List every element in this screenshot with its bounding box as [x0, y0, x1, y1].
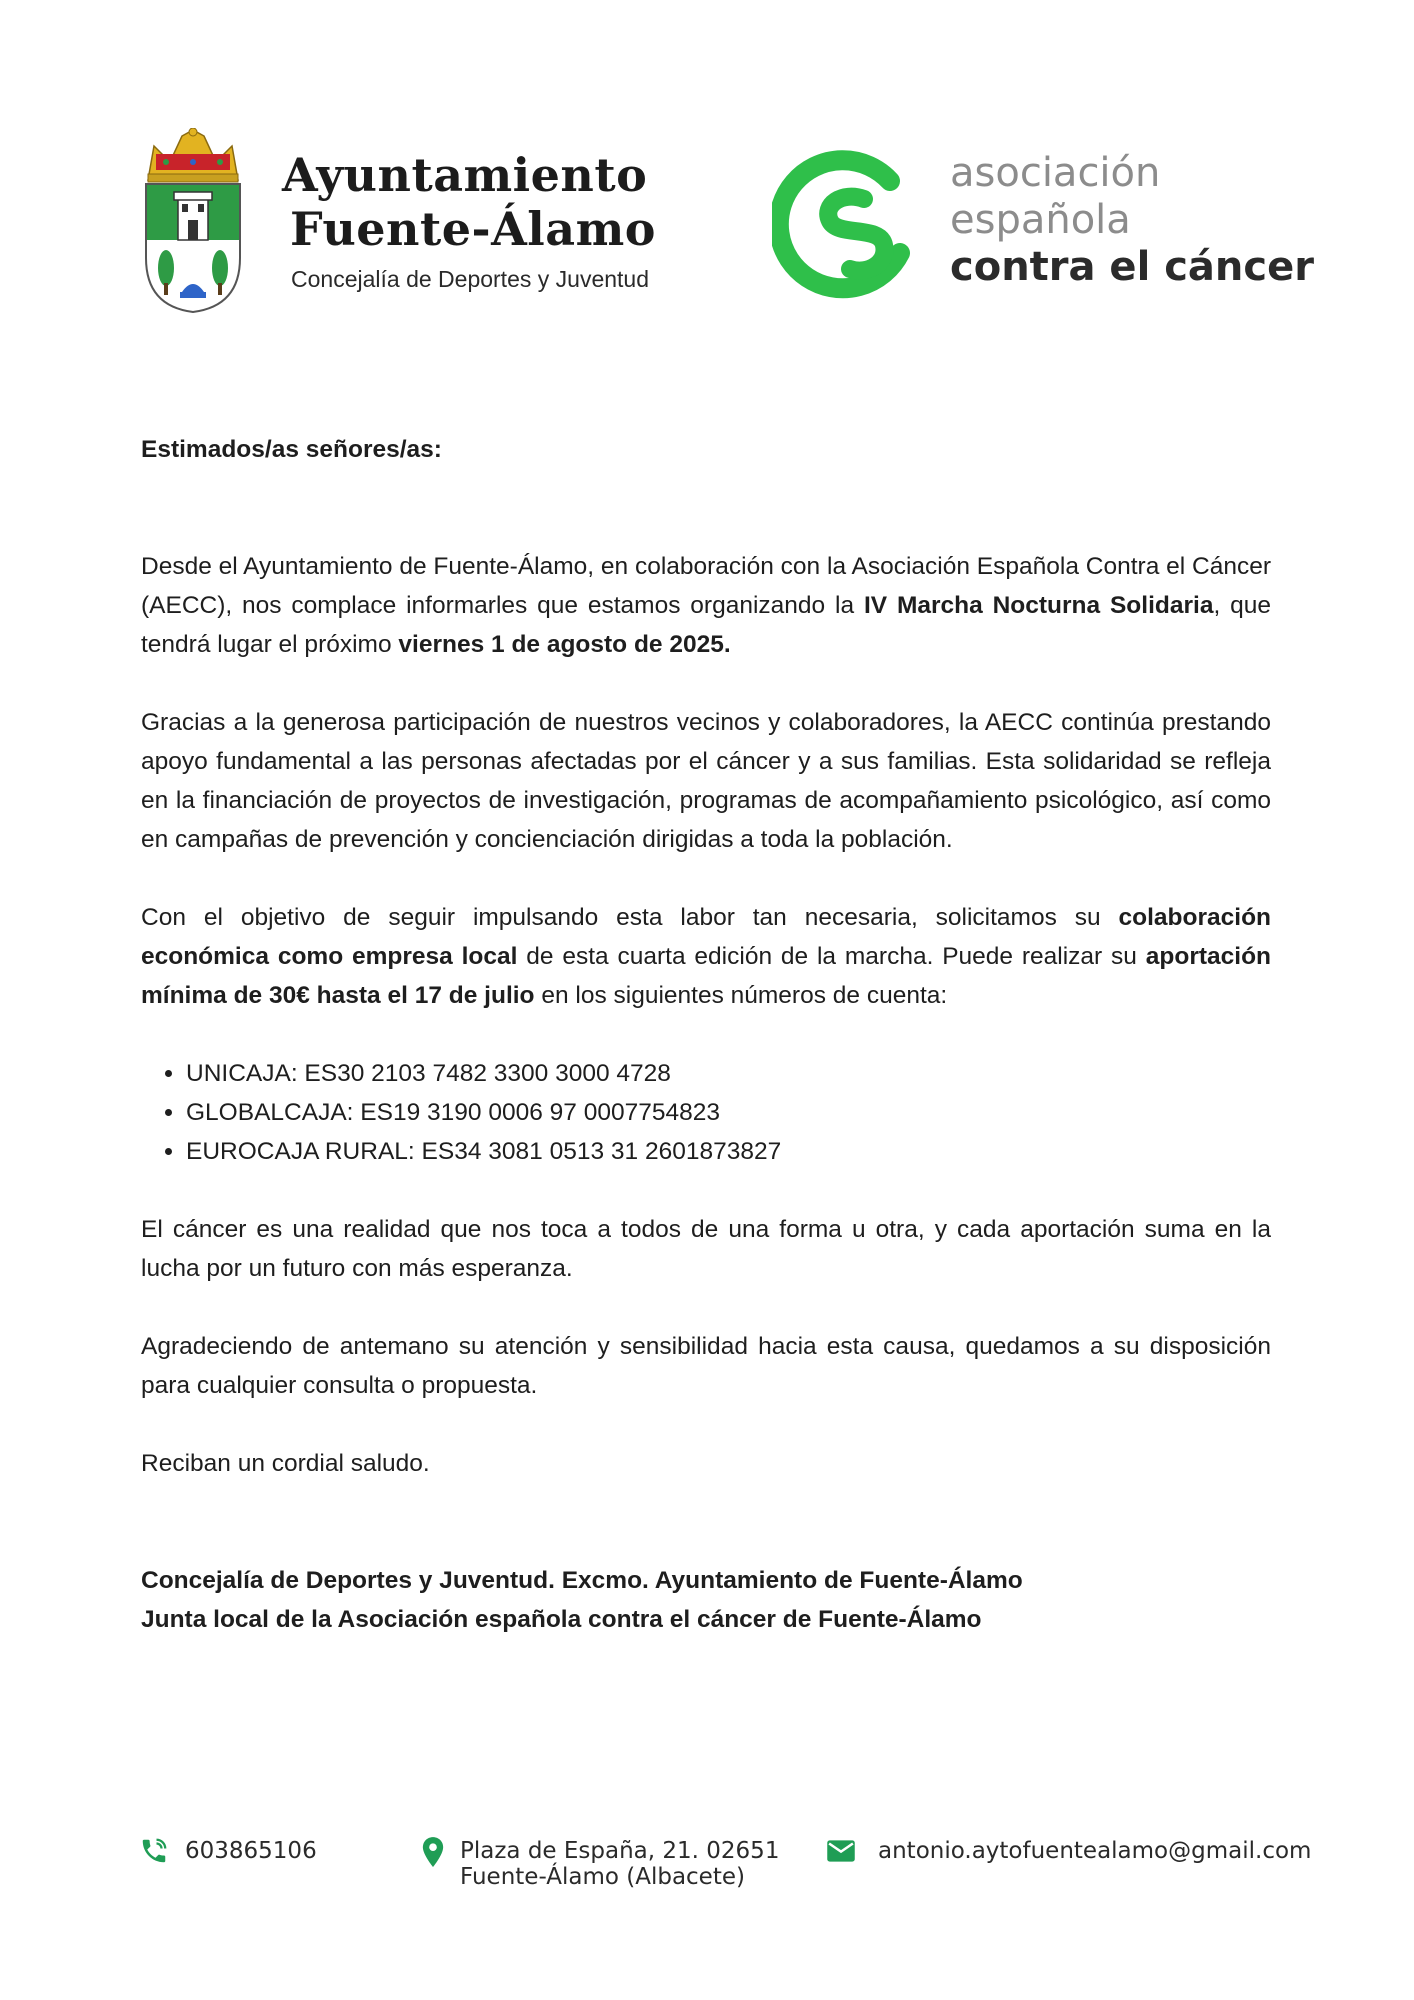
- bank-accounts-list: [141, 1054, 1271, 1171]
- phone-number[interactable]: 603865106: [185, 1838, 317, 1864]
- paragraph-gratitude: Gracias a la generosa participación de nuestros vecinos y colaboradores, la AECC continúa prestando apoyo fundamental a las personas afectadas por el cáncer y a sus familias. Esta solidaridad se refleja en la financiación de proyectos de investigación, programas de acompañamiento psicológico, así como en campañas de prevención y concienciación dirigidas a toda la población.: [141, 709, 1271, 853]
- paragraph-reality: El cáncer es una realidad que nos toca a todos de una forma u otra, y cada aportación suma en la lucha por un futuro con más esperanza.: [141, 1216, 1271, 1282]
- paragraph-request-text-1: Con el objetivo de seguir impulsando esta labor tan necesaria, solicitamos su: [141, 904, 1119, 931]
- aecc-wordmark-line3: contra el cáncer: [950, 244, 1314, 290]
- municipal-crest-logo: [140, 128, 246, 314]
- signature-line-2: Junta local de la Asociación española contra el cáncer de Fuente-Álamo: [141, 1606, 982, 1633]
- paragraph-request: [141, 898, 1271, 1015]
- paragraph-request-text-3: en los siguientes números de cuenta:: [534, 982, 948, 1009]
- aecc-wordmark: [950, 150, 1314, 291]
- request-highlight-2: aportación mínima de 30€ hasta el 17 de julio: [141, 943, 1272, 1009]
- list-item: • EUROCAJA RURAL: ES34 3081 0513 31 2601873827: [186, 1132, 1271, 1171]
- aecc-logo-icon: [772, 141, 920, 299]
- request-highlight-1: colaboración económica como empresa local: [141, 904, 1271, 970]
- email-address[interactable]: antonio.aytofuentealamo@gmail.com: [878, 1838, 1312, 1864]
- paragraph-request-text-2: de esta cuarta edición de la marcha. Puede realizar su: [517, 943, 1146, 970]
- ayuntamiento-title-line2: Fuente-Álamo: [290, 202, 656, 256]
- letter-body: [141, 430, 1271, 1639]
- signature-line-1: Concejalía de Deportes y Juventud. Excmo. Ayuntamiento de Fuente-Álamo: [141, 1567, 1023, 1594]
- concejalia-subtitle: Concejalía de Deportes y Juventud: [291, 266, 649, 292]
- aecc-wordmark-line2: española: [950, 197, 1131, 243]
- address-line-1: Plaza de España, 21. 02651: [460, 1838, 780, 1864]
- phone-icon: [139, 1836, 169, 1866]
- footer-phone: [139, 1838, 317, 1866]
- paragraph-thanks: Agradeciendo de antemano su atención y sensibilidad hacia esta causa, quedamos a su disposición para cualquier consulta o propuesta.: [141, 1333, 1271, 1399]
- footer-email: [826, 1838, 1311, 1864]
- address-line-2: Fuente-Álamo (Albacete): [460, 1864, 745, 1890]
- paragraph-intro: [141, 547, 1271, 664]
- paragraph-intro-text-2: , que tendrá lugar el próximo: [141, 592, 1271, 658]
- greeting: Estimados/as señores/as:: [141, 436, 442, 463]
- paragraph-intro-text-1: Desde el Ayuntamiento de Fuente-Álamo, en colaboración con la Asociación Española Contra el Cáncer (AECC), nos complace informarles que estamos organizando la: [141, 553, 1271, 619]
- event-name: IV Marcha Nocturna Solidaria: [863, 592, 1214, 619]
- event-date: viernes 1 de agosto de 2025.: [398, 631, 731, 658]
- list-item: • UNICAJA: ES30 2103 7482 3300 3000 4728: [186, 1054, 1271, 1093]
- email-icon: [826, 1839, 856, 1863]
- ayuntamiento-title: [282, 148, 656, 256]
- list-item: • GLOBALCAJA: ES19 3190 0006 97 0007754823: [186, 1093, 1271, 1132]
- aecc-wordmark-line1: asociación: [950, 150, 1161, 196]
- location-pin-icon: [420, 1836, 446, 1868]
- closing: Reciban un cordial saludo.: [141, 1450, 430, 1477]
- ayuntamiento-title-line1: Ayuntamiento: [282, 148, 648, 202]
- footer-address: [420, 1838, 779, 1890]
